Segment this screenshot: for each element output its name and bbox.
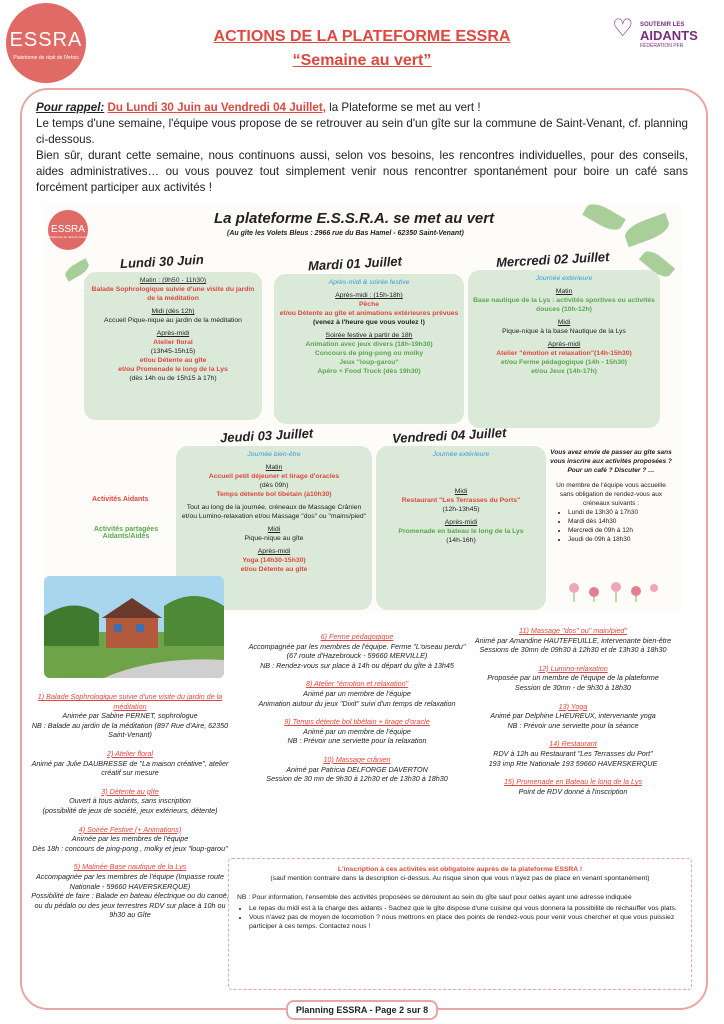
activity-title: 12) Lumino-relaxation [538, 663, 608, 673]
activity-text: Session de 30 mn de 9h30 à 12h30 et de 13h30 à 18h30 [266, 774, 448, 784]
wed-l4: Pique-nique à la base Nautique de la Lys [502, 328, 626, 335]
fri-l4: Après-midi [444, 519, 478, 526]
activity-detail [30, 787, 230, 816]
leaf-icon [582, 199, 626, 235]
activity-detail [468, 739, 678, 768]
activity-text: Accompagnée par les membres de l'équipe (Impasse route Nationale - 59660 HAVERSKERQUE) [36, 871, 224, 891]
mon-l1: Matin : (9h50 - 11h30) [139, 277, 207, 284]
activity-title: 8) Atelier "émotion et relaxation" [305, 679, 409, 689]
tue-l2: Pêche [358, 301, 380, 308]
logo-name: ESSRA [9, 29, 83, 51]
fri-l1: Midi [454, 488, 468, 495]
tuesday-box [274, 274, 464, 424]
mon-l2: Balade Sophrologique suivie d'une visite du jardin de la méditation [91, 286, 255, 302]
activity-title: 15) Promenade en Bateau le long de la Lys [503, 777, 643, 787]
aidants-line2: AIDANTS [640, 28, 698, 43]
day-friday: Vendredi 04 Juillet [391, 425, 507, 446]
thu-l1: Matin [265, 464, 283, 471]
inscription-bullet: • Vous n'avez pas de moyen de locomotion ? nous mettrons en place des points de rendez-vous pour venir vous chercher et que vous puissiez participer à ces temps. Contactez nous ! [249, 913, 683, 931]
activity-detail [30, 862, 230, 920]
activity-text: RDV à 12h au Restaurant "Les Terrasses du Port" [493, 748, 653, 758]
aidants-line1: SOUTENIR LES [640, 22, 685, 28]
wed-l7: et/ou Ferme pédagogique (14h - 15h30) [500, 359, 628, 366]
activity-text: Animée par les membres de l'équipe [71, 834, 189, 844]
drop-in-slot: • Mardi dès 14h30 [568, 517, 672, 526]
activity-text: 193 imp Rte Nationale 193 59660 HAVERSKERQUE [488, 758, 658, 768]
drop-in-text: Un membre de l'équipe vous accueille sans obligation de rendez-vous aux créneaux suivants : [556, 482, 666, 507]
activity-detail [30, 749, 230, 778]
activity-detail [30, 692, 230, 740]
heart-icon: ♡ [612, 15, 634, 42]
activity-title: 10) Massage crânien [323, 754, 391, 764]
thu-l6: Midi [267, 526, 281, 533]
activity-detail [468, 702, 678, 731]
mon-l5: Après-midi [156, 330, 190, 337]
activity-title: 1) Balade Sophrologique suivie d'une visite du jardin de la méditation [37, 692, 223, 711]
aidants-line3: FÉDÉRATION PFR [640, 43, 684, 49]
details-col-3 [468, 626, 678, 805]
monday-box [84, 272, 262, 420]
activity-detail [468, 664, 678, 693]
tue-l8: Jeux "loup-garou" [339, 359, 399, 366]
day-monday: Lundi 30 Juin [119, 251, 205, 272]
activity-text: Animée par Sabine PERNET, sophrologue [62, 711, 198, 721]
activity-title: 13) Yoga [558, 701, 588, 711]
gite-photo [44, 576, 224, 678]
activity-text: (possibilité de jeux de société, jeux extérieurs, détente) [42, 805, 218, 815]
planning-poster [44, 204, 682, 612]
fri-l6: (14h-16h) [446, 537, 476, 544]
planning-logo-sub: Plateforme de répit de l'Artois [48, 235, 88, 239]
legend-aidants: Activités Aidants [92, 496, 149, 503]
details-col-1 [30, 692, 230, 929]
drop-in-slot: • Lundi de 13h30 à 17h30 [568, 508, 672, 517]
flowers-icon [564, 576, 664, 602]
intro-p2: Le temps d'une semaine, l'équipe vous propose de se retrouver au sein d'un gîte sur la commune de Saint-Venant, cf. planning ci-dessous. [36, 117, 688, 146]
activity-title: 6) Ferme pédagogique [320, 632, 394, 641]
activity-detail [244, 632, 470, 670]
inscription-bullet: • Le repas du midi est à la charge des aidants - Sachez que le gîte dispose d'une cuisine qui vous donnera la possibilité de réchauffer vos plats. [249, 904, 683, 913]
activity-title: 14) Restaurant [549, 739, 597, 749]
friday-box [376, 446, 546, 610]
activity-text: NB : Balade au jardin de la méditation (897 Rue d'Aire, 62350 Saint-Venant) [31, 720, 229, 740]
fri-l5: Promenade en bateau le long de la Lys [398, 528, 524, 535]
day-tuesday: Mardi 01 Juillet [307, 253, 403, 274]
activity-title: 5) Matinée Base nautique de la Lys [73, 862, 187, 872]
activity-text: Accompagnée par les membres de l'équipe. Ferme "L'oiseau perdu" (67 route d'Hazebrouck - 59660 MERVILLE) [248, 641, 466, 661]
activity-text: Proposée par un membre de l'équipe de la plateforme [487, 673, 659, 683]
activity-text: Point de RDV donné à l'inscription [518, 786, 628, 796]
activity-text: Possibilité de faire : Balade en bateau électrique ou du canoë, ou du pédalo ou des jeux terrestres RDV sur place à 10h ou 9h30 au Gîte [31, 891, 229, 920]
intro-text [36, 100, 688, 196]
activity-text: NB : Prévoir une serviette pour la séance [507, 720, 639, 730]
tue-l9: Apéro + Food Truck (dès 19h30) [317, 368, 421, 375]
activity-text: Animé par un membre de l'équipe [303, 688, 411, 698]
activity-text: Animé par Julie DAUBRESSE de "La maison créative", atelier créatif sur mesure [31, 758, 229, 778]
mon-l8: et/ou Détente au gîte [139, 357, 207, 364]
activity-title: 2) Atelier floral [106, 748, 154, 758]
activity-detail [244, 755, 470, 784]
intro-dates: Du Lundi 30 Juin au Vendredi 04 Juillet, [107, 101, 326, 114]
activity-text: Ouvert à tous aidants, sans inscription [69, 796, 191, 806]
activity-title: 4) Soirée Festive (+ Animations) [78, 824, 182, 834]
tue-l1: Après-midi : (15h-18h) [335, 292, 403, 299]
tue-l6: Animation avec jeux divers (18h-19h30) [305, 341, 433, 348]
activity-title: 9) Temps détente bol tibétain + tirage d'oracle [284, 717, 430, 727]
activity-title: 11) Massage "dos" ou" main/pied" [519, 626, 627, 635]
inscription-sub: (sauf mention contraire dans la description ci-dessus. Au risque sinon que vous n'ayez pas de place en venant spontanément) [270, 875, 650, 882]
activity-text: Sessions de 30mn de 09h30 à 12h30 et de 13h30 à 18h30 [479, 645, 667, 655]
planning-logo-name: ESSRA [51, 224, 85, 235]
page-footer: Planning ESSRA - Page 2 sur 8 [286, 1000, 438, 1020]
wednesday-box [468, 270, 660, 428]
inscription-box [228, 858, 692, 990]
mon-l9: et/ou Promenade le long de la Lys [118, 366, 228, 373]
thu-l9: Yoga (14h30-15h30) [242, 557, 306, 564]
drop-in-question: Vous avez envie de passer au gîte sans vous inscrire aux activités proposées ? Pour un café ? Discuter ? … [550, 449, 672, 474]
intro-lead: Pour rappel: [36, 101, 105, 114]
inscription-title: L'inscription à ces activités est obligatoire auprès de la plateforme ESSRA ! [337, 866, 583, 873]
activity-text: Animé par Amandine HAUTEFEUILLE, intervenante bien-être [474, 635, 672, 645]
activity-title: 3) Détente au gîte [101, 786, 159, 796]
thu-l3: (dès 09h) [259, 482, 289, 489]
tue-l4: (venez à l'heure que vous voulez !) [313, 319, 425, 326]
wed-l1: Matin [555, 288, 573, 295]
activity-text: NB : Rendez-vous sur place à 14h ou départ du gîte à 13h45 [260, 660, 454, 670]
legend-partage: Activités partagées Aidants/Aidés [93, 526, 159, 540]
drop-in-slot: • Jeudi de 09h à 18h30 [568, 535, 672, 544]
activity-detail [244, 679, 470, 708]
leaf-icon [622, 213, 672, 248]
tue-l7: Concours de ping-pong ou molky [314, 350, 424, 357]
thu-l5: Tout au long de la journée, créneaux de Massage Crânien et/ou Lumino-relaxation et/ou Massage "dos" ou "mains/pied" [181, 504, 367, 520]
drop-in-slot: • Mercredi de 09h à 12h [568, 526, 672, 535]
mon-l10: (dès 14h ou de 15h15 à 17h) [129, 375, 217, 382]
thu-l4: Temps détente bol tibétain (à10h30) [216, 491, 332, 498]
activity-text: Animé par Patricia DELFORGE DAVERTON [286, 764, 428, 774]
page-subtitle: “Semaine au vert” [292, 52, 432, 69]
thu-theme: Journée bien-être [247, 451, 301, 458]
wed-l5: Après-midi [547, 341, 581, 348]
thu-l8: Après-midi [257, 548, 291, 555]
mon-l7: (13h45-15h15) [150, 348, 196, 355]
activity-detail [30, 825, 230, 854]
activity-text: Dès 18h : concours de ping-pong , molky et jeux "loup-garou" [32, 843, 228, 853]
fri-theme: Journée extérieure [432, 451, 490, 458]
wed-l2: Base nautique de la Lys : activités sportives ou activités douces (10h-12h) [473, 297, 655, 313]
mon-l4: Accueil Pique-nique au jardin de la méditation [104, 317, 242, 324]
fri-l3: (12h-13h45) [442, 506, 480, 513]
activity-text: Session de 30mn - de 9h30 à 18h30 [515, 682, 631, 692]
fri-l2: Restaurant "Les Terrasses du Ports" [401, 497, 521, 504]
intro-p1: la Plateforme se met au vert ! [325, 101, 481, 114]
planning-logo [48, 210, 88, 250]
activity-text: Animé par un membre de l'équipe [303, 726, 411, 736]
activity-detail [468, 626, 678, 655]
logo-subtitle: Plateforme de répit de l'Artois [13, 55, 79, 61]
tue-l3: et/ou Détente au gîte et animations extérieures prévues [279, 310, 459, 317]
activity-detail [244, 717, 470, 746]
mon-l6: Atelier floral [153, 339, 193, 346]
intro-p3: Bien sûr, durant cette semaine, nous continuons aussi, selon vos besoins, les rencontres individuelles, pour des conseils, aides administratives… ou vous pouvez tout simplement venir nous rencontrer spontanément pour boire un café sans forcément participer aux activités ! [36, 149, 688, 194]
day-thursday: Jeudi 03 Juillet [219, 425, 314, 446]
planning-title: La plateforme E.S.S.R.A. se met au vert [214, 210, 495, 227]
tue-l5: Soirée festive à partir de 18h [325, 332, 413, 339]
day-wednesday: Mercredi 02 Juillet [495, 249, 610, 270]
activity-text: Animé par Delphine LHEUREUX, intervenante yoga [490, 711, 656, 721]
activity-text: Animation autour du jeux "Dixit" suivi d'un temps de relaxation [258, 698, 456, 708]
thu-l10: et/ou Détente au gîte [240, 566, 308, 573]
mon-l3: Midi (dès 12h) [151, 308, 195, 315]
wed-l8: et/ou Jeux (14h-17h) [531, 368, 597, 375]
activity-detail [468, 777, 678, 796]
inscription-nb: NB : Pour information, l'ensemble des activités proposées se déroulent au sein du gîte sauf pour celles ayant une adresse indiquée [237, 894, 632, 901]
activity-text: NB : Prévoir une serviette pour la relaxation [287, 736, 427, 746]
thu-l7: Pique-nique au gîte [244, 535, 304, 542]
thu-l2: Accueil petit déjeuner et tirage d'oracles [208, 473, 340, 480]
wed-l6: Atelier "émotion et relaxation"(14h-15h30) [496, 350, 632, 357]
page-title: ACTIONS DE LA PLATEFORME ESSRA [213, 28, 511, 45]
planning-address: (Au gîte les Volets Bleus : 2966 rue du Bas Hamel - 62350 Saint-Venant) [227, 230, 464, 237]
details-col-2 [244, 632, 470, 793]
wed-l3: Midi [557, 319, 571, 326]
drop-in-info [550, 448, 672, 544]
tue-theme: Après-midi & soirée festive [328, 279, 410, 286]
wed-theme: Journée extérieure [535, 275, 593, 282]
